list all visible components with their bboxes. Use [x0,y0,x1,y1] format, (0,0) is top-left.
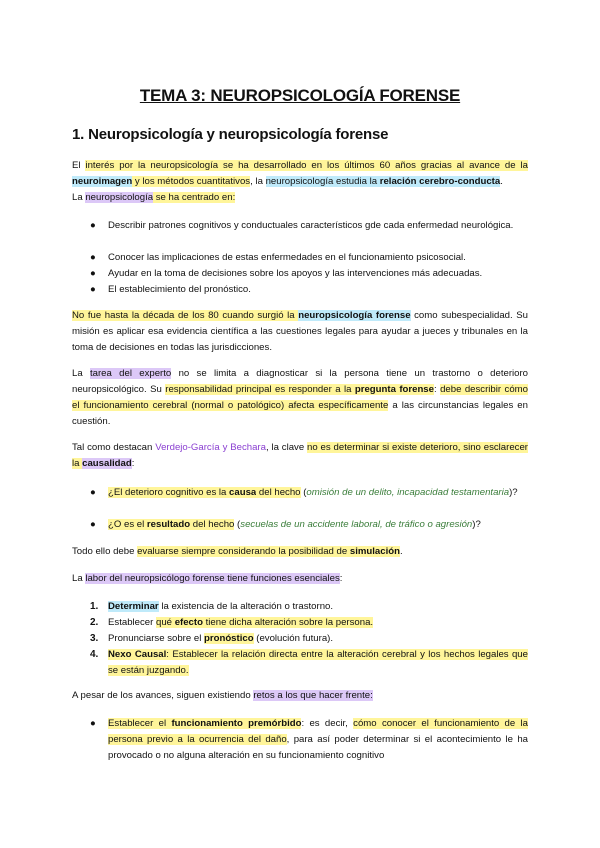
highlight-yellow: responsabilidad principal es responder a la [165,384,355,395]
text: como subespecialidad. Su misión es aplicar esa evidencia científica a las cuestiones legales para ayudar a jueces y tribunales en la toma de decisiones en todas las jurisdicciones. [72,310,528,353]
text: : [433,384,441,395]
text: , la clave [265,442,308,453]
highlight-purple: retos a los que hacer frente: [253,690,373,701]
list-item [108,716,528,764]
highlight-yellow-bold: resultado [146,519,191,530]
text: ( [234,519,241,530]
text: , la [250,176,266,187]
text: : [339,573,343,584]
list-item: El establecimiento del pronóstico. [108,284,251,295]
highlight-yellow: no es determinar si existe deterioro, sino esclarecer la [72,442,528,469]
bullet-icon: ● [90,284,96,295]
bullet-icon: ● [90,220,96,231]
paragraph-simulacion [72,544,528,560]
highlight-yellow: No fue hasta la década de los 80 cuando surgió la [72,310,299,321]
list-item: Describir patrones cognitivos y conductuales característicos gde cada enfermedad neurológica. [108,220,514,231]
text: Establecer [108,617,156,628]
list-item [108,615,528,631]
highlight-yellow: del hecho [190,519,235,530]
list-item: Conocer las implicaciones de estas enfermedades en el funcionamiento psicosocial. [108,252,466,263]
document-title: TEMA 3: NEUROPSICOLOGÍA FORENSE [139,86,461,105]
highlight-yellow: tiene dicha alteración sobre la persona. [202,617,374,628]
list-number: 3. [90,633,99,644]
highlight-yellow: : Establecer la relación directa entre la alteración cerebral y los hechos legales que se están juzgando. [108,649,528,676]
text: El [72,160,86,171]
highlight-blue-bold: relación cerebro-conducta [379,176,501,187]
highlight-yellow-bold: pronóstico [204,633,254,644]
italic-example: secuelas de un accidente laboral, de tráfico o agresión [240,519,473,530]
text: La [72,192,86,203]
paragraph-retos [72,688,528,704]
highlight-yellow: cómo conocer el funcionamiento de la persona previo a la ocurrencia del daño [108,718,529,745]
list-number: 1. [90,601,99,612]
section-heading: 1. Neuropsicología y neuropsicología forense [72,126,389,143]
list-number: 2. [90,617,99,628]
text: A pesar de los avances, siguen existiendo [72,690,254,701]
author-names: Verdejo-García y Bechara [155,442,266,453]
highlight-yellow: qué [156,617,175,628]
text: : es decir, [301,718,354,729]
bullet-icon: ● [90,487,96,498]
highlight-yellow: ¿El deterioro cognitivo es la [108,487,230,498]
highlight-yellow: debe describir cómo el funcionamiento cerebral (normal o patológico) afecta específicamente [72,384,528,411]
bullet-icon: ● [90,252,96,263]
highlight-blue-bold: neuropsicología forense [298,310,411,321]
paragraph-labor [72,571,528,587]
paragraph-forense [72,308,528,356]
highlight-yellow-bold: simulación [349,546,400,557]
list-item: Ayudar en la toma de decisiones sobre los apoyos y las intervenciones más adecuadas. [108,268,483,279]
highlight-purple-bold: causalidad [82,458,132,469]
text: Tal como destacan [72,442,156,453]
text: La [72,368,90,379]
highlight-yellow: y los métodos cuantitativos [132,176,251,187]
highlight-yellow: se ha centrado en: [153,192,236,203]
text: )? [472,519,481,530]
paragraph-intro [72,158,528,206]
italic-example: omisión de un delito, incapacidad testamentaria [306,487,510,498]
text: : [131,458,135,469]
text: la existencia de la alteración o trastorno. [158,601,334,612]
highlight-blue-bold: Determinar [108,601,159,612]
list-item [108,631,528,647]
highlight-yellow: interés por la neuropsicología se ha desarrollado en los últimos 60 años gracias al avance de la [85,160,528,171]
text: La [72,573,86,584]
paragraph-experto [72,366,528,430]
text: Pronunciarse sobre el [108,633,204,644]
text: . [400,546,403,557]
highlight-yellow: evaluarse siempre considerando la posibilidad de [137,546,350,557]
bullet-icon: ● [90,718,96,729]
highlight-yellow: ¿O es el [108,519,147,530]
list-item [108,647,528,679]
highlight-blue: neuroimagen [72,176,133,187]
bullet-icon: ● [90,268,96,279]
highlight-purple: labor del neuropsicólogo forense tiene funciones esenciales [85,573,340,584]
list-item [108,485,528,501]
text: a las circunstancias legales en cuestión. [72,400,528,427]
highlight-purple: tarea del experto [89,368,172,379]
text: )? [509,487,518,498]
paragraph-causalidad [72,440,528,472]
text: (evolución futura). [253,633,334,644]
highlight-yellow-bold: causa [229,487,257,498]
text: . [500,176,503,187]
highlight-yellow-bold: pregunta forense [354,384,434,395]
bullet-icon: ● [90,519,96,530]
list-item [108,599,528,615]
text: no se limita a diagnosticar si la persona tiene un trastorno o deterioro neuropsicológico. Su [72,368,529,395]
highlight-yellow: Establecer el [108,718,172,729]
list-number: 4. [90,649,99,660]
highlight-yellow-bold: Nexo Causal [108,649,167,660]
highlight-purple: neuropsicología [85,192,154,203]
highlight-yellow-bold: efecto [174,617,203,628]
list-item [108,517,528,533]
highlight-yellow: del hecho [256,487,301,498]
highlight-blue: neuropsicología estudia la [265,176,380,187]
highlight-yellow-bold: funcionamiento premórbido [171,718,302,729]
text: Todo ello debe [72,546,138,557]
text: , para así poder determinar si el acontecimiento le ha provocado o no alguna alteración en su funcionamiento cognitivo [108,734,528,761]
text: ( [300,487,307,498]
